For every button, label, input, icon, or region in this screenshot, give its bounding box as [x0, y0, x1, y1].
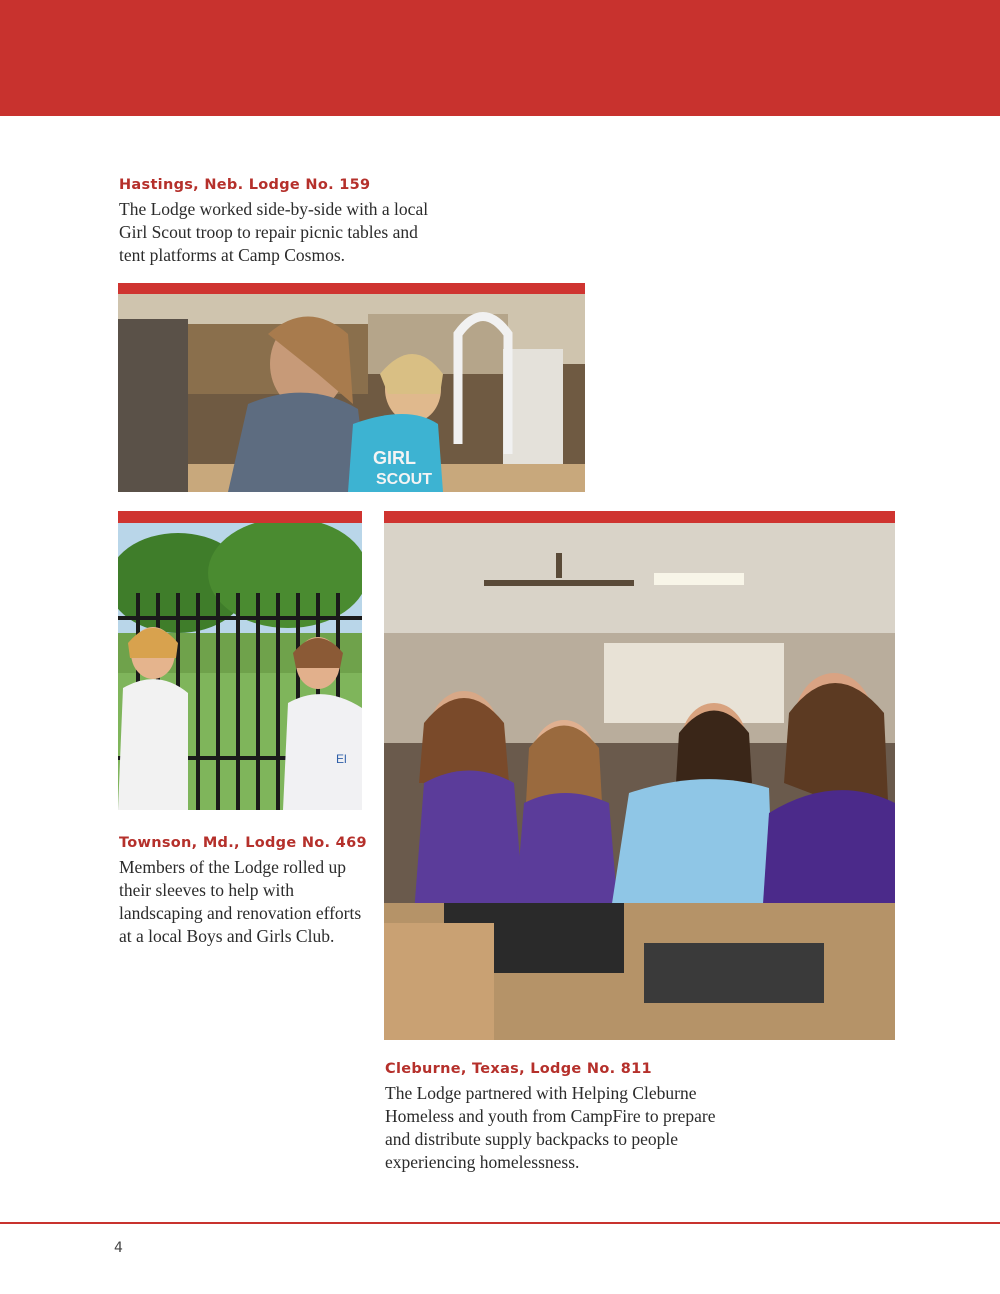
caption-line: landscaping and renovation efforts [119, 903, 362, 923]
caption-line: and distribute supply backpacks to people [385, 1129, 679, 1149]
caption-line: The Lodge worked side-by-side with a local [119, 199, 429, 219]
caption-body [119, 856, 369, 948]
caption-title: Cleburne, Texas, Lodge No. 811 [385, 1061, 652, 1077]
caption-line: tent platforms at Camp Cosmos. [119, 245, 346, 265]
caption-title: Townson, Md., Lodge No. 469 [119, 835, 367, 851]
caption-townson [119, 835, 369, 948]
svg-text:GIRL: GIRL [373, 448, 416, 468]
photo-accent-bar [118, 511, 362, 523]
caption-line: experiencing homelessness. [385, 1152, 580, 1172]
photo-accent-bar [118, 283, 585, 294]
photo-hastings [118, 283, 585, 492]
footer-rule [0, 1222, 1000, 1224]
caption-line: Members of the Lodge rolled up [119, 857, 346, 877]
photo-cleburne [384, 511, 895, 1040]
caption-line: Girl Scout troop to repair picnic tables and [119, 222, 418, 242]
svg-text:El: El [336, 752, 347, 766]
caption-hastings [119, 177, 449, 267]
svg-text:SCOUT: SCOUT [376, 471, 432, 488]
caption-body [119, 198, 449, 267]
caption-line: Homeless and youth from CampFire to prepare [385, 1106, 716, 1126]
caption-line: their sleeves to help with [119, 880, 294, 900]
photo-image [118, 294, 585, 492]
photo-townson [118, 511, 362, 810]
photo-accent-bar [384, 511, 895, 523]
caption-title: Hastings, Neb. Lodge No. 159 [119, 177, 371, 193]
caption-line: The Lodge partnered with Helping Cleburne [385, 1083, 697, 1103]
caption-cleburne [385, 1061, 745, 1174]
page-number: 4 [114, 1240, 123, 1256]
photo-image [118, 523, 362, 810]
caption-line: at a local Boys and Girls Club. [119, 926, 335, 946]
caption-body [385, 1082, 745, 1174]
photo-image [384, 523, 895, 1040]
header-band [0, 0, 1000, 116]
